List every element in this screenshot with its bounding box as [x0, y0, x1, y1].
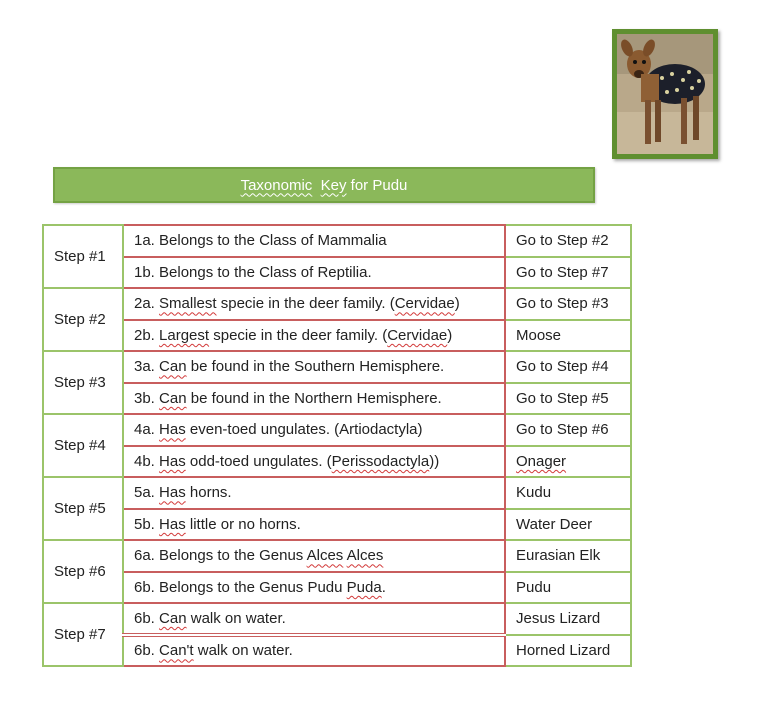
description-text: ))	[429, 452, 440, 470]
description-text: 6b.	[134, 609, 160, 627]
description-cell	[123, 540, 505, 572]
flagged-word: Can	[159, 358, 187, 376]
flagged-word: Largest	[159, 326, 210, 344]
flagged-word: Alces	[306, 547, 344, 565]
table-row	[43, 225, 631, 257]
table-row	[43, 635, 631, 667]
description-text: 2b.	[134, 326, 160, 344]
description-cell	[123, 603, 505, 635]
result-text: Go to Step #5	[516, 389, 609, 407]
result-text: Horned Lizard	[516, 641, 611, 659]
flagged-word: Cervidae	[387, 326, 448, 344]
result-text: Onager	[516, 452, 567, 470]
result-cell	[505, 225, 631, 257]
description-cell	[123, 257, 505, 289]
result-text: Go to Step #7	[516, 263, 609, 281]
result-text: Jesus Lizard	[516, 610, 601, 628]
result-cell	[505, 414, 631, 446]
flagged-word: Alces	[346, 547, 384, 565]
result-text: Eurasian Elk	[516, 547, 601, 565]
step-label: Step #3	[43, 351, 123, 414]
flagged-word: Perissodactyla	[331, 452, 430, 470]
step-label: Step #4	[43, 414, 123, 477]
result-text: Water Deer	[516, 515, 593, 533]
flagged-word: Has	[159, 421, 186, 439]
description-cell	[123, 572, 505, 604]
description-text: 6b.	[134, 642, 160, 660]
title-word-key: Key	[320, 176, 347, 194]
taxonomic-key-table	[42, 224, 632, 667]
description-text: 3b.	[134, 389, 160, 407]
description-cell	[123, 351, 505, 383]
flagged-word: Has	[159, 515, 186, 533]
result-text: Go to Step #2	[516, 232, 609, 250]
title-word-rest: for Pudu	[350, 176, 408, 194]
step-label: Step #7	[43, 603, 123, 666]
description-text: be found in the Southern Hemisphere.	[186, 358, 445, 376]
table-row	[43, 288, 631, 320]
title-text	[241, 177, 408, 194]
description-text: 4b.	[134, 452, 160, 470]
description-text: .	[381, 578, 386, 596]
result-cell	[505, 572, 631, 604]
result-cell	[505, 288, 631, 320]
result-cell	[505, 351, 631, 383]
flagged-word: Can	[159, 609, 187, 627]
table-row	[43, 477, 631, 509]
description-text: 4a.	[134, 421, 160, 439]
result-cell	[505, 446, 631, 478]
title-banner	[53, 167, 595, 203]
result-cell	[505, 635, 631, 667]
description-cell	[123, 477, 505, 509]
table-row	[43, 603, 631, 635]
description-text: little or no horns.	[185, 515, 301, 533]
pudu-photo-image	[617, 34, 713, 154]
table-row	[43, 320, 631, 352]
description-text: be found in the Northern Hemisphere.	[186, 389, 442, 407]
description-text: walk on water.	[193, 642, 293, 660]
table-row	[43, 509, 631, 541]
flagged-word: Has	[159, 452, 186, 470]
description-text: horns.	[185, 484, 232, 502]
description-text: 2a.	[134, 295, 160, 313]
title-word-taxonomic: Taxonomic	[240, 176, 313, 194]
description-text: 5a.	[134, 484, 160, 502]
description-cell	[123, 288, 505, 320]
table-row	[43, 540, 631, 572]
result-cell	[505, 540, 631, 572]
pudu-photo	[612, 29, 718, 159]
result-cell	[505, 509, 631, 541]
description-text: even-toed ungulates. (Artiodactyla)	[185, 421, 423, 439]
result-cell	[505, 603, 631, 635]
flagged-word: Can	[159, 389, 187, 407]
description-cell	[123, 635, 505, 667]
description-text: 5b.	[134, 515, 160, 533]
description-text: walk on water.	[186, 609, 286, 627]
description-cell	[123, 509, 505, 541]
flagged-word: Smallest	[159, 295, 217, 313]
result-cell	[505, 320, 631, 352]
description-text: specie in the deer family. (	[209, 326, 388, 344]
result-cell	[505, 383, 631, 415]
result-cell	[505, 477, 631, 509]
result-text: Go to Step #6	[516, 421, 609, 439]
flagged-word: Cervidae	[394, 295, 455, 313]
step-label: Step #2	[43, 288, 123, 351]
step-label: Step #1	[43, 225, 123, 288]
description-text: )	[447, 326, 453, 344]
description-cell	[123, 383, 505, 415]
description-text: 6b. Belongs to the Genus Pudu	[134, 578, 347, 596]
taxonomic-key-body	[43, 225, 631, 666]
description-text: odd-toed ungulates. (	[185, 452, 332, 470]
step-label: Step #5	[43, 477, 123, 540]
description-cell	[123, 225, 505, 257]
table-row	[43, 414, 631, 446]
description-cell	[123, 414, 505, 446]
result-text: Moose	[516, 326, 562, 344]
table-row	[43, 351, 631, 383]
description-text: 6a. Belongs to the Genus	[134, 547, 307, 565]
flagged-word: Has	[159, 484, 186, 502]
flagged-word: Puda	[346, 578, 382, 596]
table-row	[43, 446, 631, 478]
result-text: Kudu	[516, 484, 552, 502]
description-cell	[123, 320, 505, 352]
table-row	[43, 257, 631, 289]
table-row	[43, 572, 631, 604]
result-text: Go to Step #4	[516, 358, 609, 376]
description-text: 1b. Belongs to the Class of Reptilia.	[134, 263, 372, 281]
result-text: Go to Step #3	[516, 295, 609, 313]
description-text: 3a.	[134, 358, 160, 376]
table-row	[43, 383, 631, 415]
description-cell	[123, 446, 505, 478]
description-text: )	[454, 295, 460, 313]
result-cell	[505, 257, 631, 289]
flagged-word: Can't	[159, 642, 194, 660]
step-label: Step #6	[43, 540, 123, 603]
description-text: 1a. Belongs to the Class of Mammalia	[134, 232, 387, 250]
description-text: specie in the deer family. (	[216, 295, 395, 313]
result-text: Pudu	[516, 578, 552, 596]
